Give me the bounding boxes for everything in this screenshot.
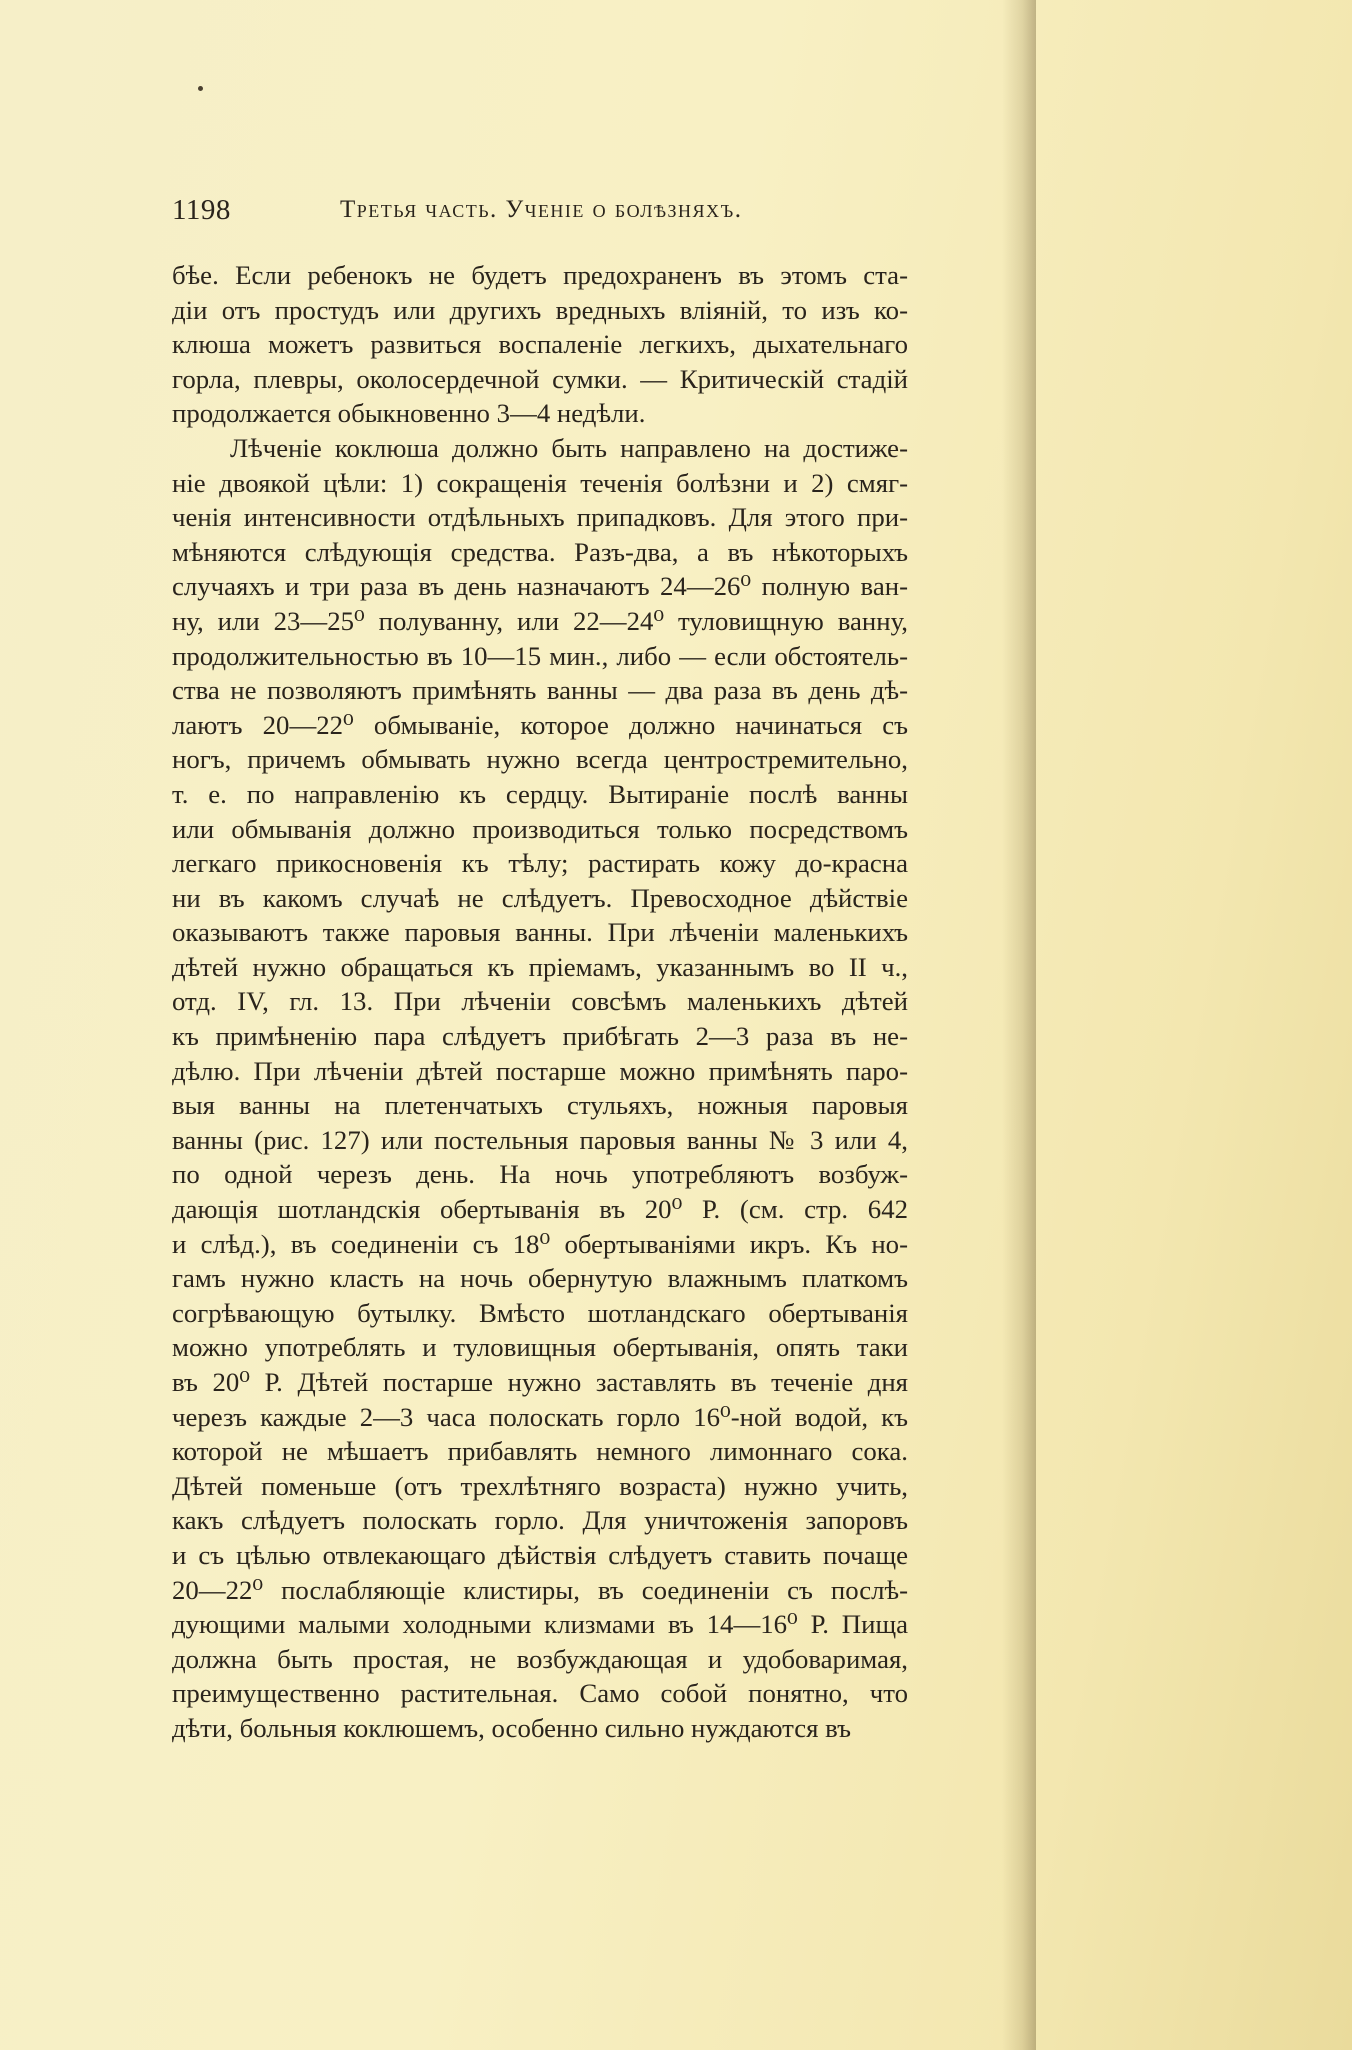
text-line: 20—22⁰ послабляющіе клистиры, въ соединеніи съ послѣ- <box>172 1574 908 1605</box>
text-line: дѣтей нужно обращаться къ пріемамъ, указаннымъ во II ч., <box>172 951 908 982</box>
text-line: гамъ нужно класть на ночь обернутую влажнымъ платкомъ <box>172 1263 908 1294</box>
text-line: согрѣвающую бутылку. Вмѣсто шотландскаго обертыванія <box>172 1297 908 1328</box>
text-line: лаютъ 20—22⁰ обмываніе, которое должно начинаться съ <box>172 709 908 740</box>
text-line: продолжается обыкновенно 3—4 недѣли. <box>172 398 646 429</box>
text-line: отд. IV, гл. 13. При лѣченіи совсѣмъ маленькихъ дѣтей <box>172 986 908 1017</box>
text-line: или обмыванія должно производиться только посредствомъ <box>172 813 908 844</box>
text-line: діи отъ простудъ или другихъ вредныхъ вліяній, то изъ ко- <box>172 294 908 325</box>
text-line: ченія интенсивности отдѣльныхъ припадковъ. Для этого при- <box>172 502 908 533</box>
running-title: Третья часть. Ученіе о болѣзняхъ. <box>340 196 743 223</box>
page-number: 1198 <box>172 194 231 226</box>
text-line: мѣняются слѣдующія средства. Разъ-два, а въ нѣкоторыхъ <box>172 536 908 567</box>
text-line: выя ванны на плетенчатыхъ стульяхъ, ножныя паровыя <box>172 1090 908 1121</box>
text-line: можно употреблять и туловищныя обертыванія, опять таки <box>172 1332 908 1363</box>
text-line: Дѣтей поменьше (отъ трехлѣтняго возраста) нужно учить, <box>172 1470 908 1501</box>
text-line: дающія шотландскія обертыванія въ 20⁰ Р. (см. стр. 642 <box>172 1194 908 1225</box>
text-line: по одной черезъ день. На ночь употребляютъ возбуж- <box>172 1159 908 1190</box>
text-line: дующими малыми холодными клизмами въ 14—16⁰ Р. Пища <box>172 1609 908 1640</box>
text-line: ногъ, причемъ обмывать нужно всегда центростремительно, <box>172 744 908 775</box>
text-line: случаяхъ и три раза въ день назначаютъ 24—26⁰ полную ван- <box>172 571 908 602</box>
running-header <box>172 188 908 228</box>
text-line: въ 20⁰ Р. Дѣтей постарше нужно заставлять въ теченіе дня <box>172 1367 908 1397</box>
text-line: какъ слѣдуетъ полоскать горло. Для уничтоженія запоровъ <box>172 1505 908 1536</box>
text-line: и слѣд.), въ соединеніи съ 18⁰ обертываніями икръ. Къ но- <box>172 1228 908 1259</box>
text-line: черезъ каждые 2—3 часа полоскать горло 16⁰-ной водой, къ <box>172 1401 908 1432</box>
body-text <box>172 258 908 1746</box>
ink-speck <box>198 86 203 91</box>
text-line: ства не позволяютъ примѣнять ванны — два раза въ день дѣ- <box>172 675 908 706</box>
text-line: которой не мѣшаетъ прибавлять немного лимоннаго сока. <box>172 1436 908 1467</box>
text-line: должна быть простая, не возбуждающая и удобоваримая, <box>172 1643 908 1674</box>
text-line: горла, плевры, околосердечной сумки. — Критическій стадій <box>172 363 908 394</box>
text-line: ванны (рис. 127) или постельныя паровыя ванны № 3 или 4, <box>172 1124 908 1155</box>
text-line: дѣлю. При лѣченіи дѣтей постарше можно примѣнять паро- <box>172 1055 908 1086</box>
text-line: т. е. по направленію къ сердцу. Вытираніе послѣ ванны <box>172 778 908 809</box>
text-line: ніе двоякой цѣли: 1) сокращенія теченія болѣзни и 2) смяг- <box>172 467 908 498</box>
text-line: ни въ какомъ случаѣ не слѣдуетъ. Превосходное дѣйствіе <box>172 882 908 913</box>
text-line: преимущественно растительная. Само собой понятно, что <box>172 1678 908 1709</box>
text-line: ну, или 23—25⁰ полуванну, или 22—24⁰ туловищную ванну, <box>172 605 908 636</box>
text-line: клюша можетъ развиться воспаленіе легкихъ, дыхательнаго <box>172 329 908 360</box>
text-line: къ примѣненію пара слѣдуетъ прибѣгать 2—3 раза въ не- <box>172 1021 908 1052</box>
text-line: и съ цѣлью отвлекающаго дѣйствія слѣдуетъ ставить почаще <box>172 1539 908 1570</box>
text-line: продолжительностью въ 10—15 мин., либо — если обстоятель- <box>172 640 908 671</box>
text-line: дѣти, больныя коклюшемъ, особенно сильно нуждаются въ <box>172 1712 851 1743</box>
text-line: легкаго прикосновенія къ тѣлу; растирать кожу до-красна <box>172 848 908 879</box>
text-line: Лѣченіе коклюша должно быть направлено на достиже- <box>230 432 908 463</box>
page-edge-shadow <box>1002 0 1036 2050</box>
text-line: оказываютъ также паровыя ванны. При лѣченіи маленькихъ <box>172 917 908 948</box>
text-line: бѣе. Если ребенокъ не будетъ предохраненъ въ этомъ ста- <box>172 260 908 290</box>
